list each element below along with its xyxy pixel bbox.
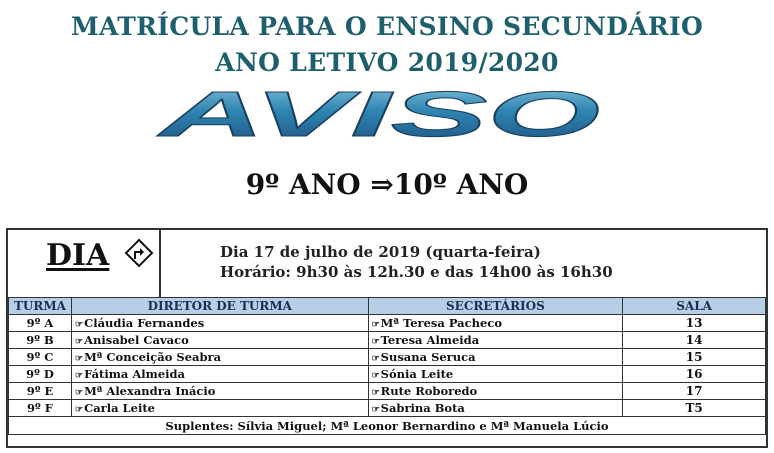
turma-cell: 9º F	[9, 400, 72, 417]
header-turma: TURMA	[9, 298, 72, 315]
secretario-name: Teresa Almeida	[380, 333, 480, 347]
sala-cell: 14	[623, 332, 766, 349]
pointing-hand-icon: ☞	[74, 371, 84, 381]
header-diretor: DIRETOR DE TURMA	[71, 298, 368, 315]
class-table	[8, 297, 766, 435]
secretario-cell	[368, 400, 623, 417]
aviso-text: AVISO	[155, 88, 601, 150]
dia-label: DIA	[46, 238, 110, 273]
secretario-cell	[368, 366, 623, 383]
diretor-cell	[71, 383, 368, 400]
diretor-name: Carla Leite	[84, 401, 155, 415]
turma-cell: 9º B	[9, 332, 72, 349]
hours-line: Horário: 9h30 às 12h.30 e das 14h00 às 16h30	[220, 263, 613, 281]
pointing-hand-icon: ☞	[371, 405, 380, 415]
turn-right-sign-icon	[124, 238, 154, 272]
dia-cell	[8, 230, 161, 297]
table-row	[9, 315, 766, 332]
pointing-hand-icon: ☞	[74, 388, 84, 398]
secretario-name: Sónia Leite	[380, 367, 454, 381]
diretor-name: Anisabel Cavaco	[84, 333, 189, 347]
secretario-name: Susana Seruca	[380, 350, 476, 364]
secretario-name: Mª Teresa Pacheco	[380, 316, 502, 330]
pointing-hand-icon: ☞	[371, 354, 380, 364]
secretario-cell	[368, 383, 623, 400]
pointing-hand-icon: ☞	[371, 337, 380, 347]
table-row	[9, 366, 766, 383]
diretor-cell	[71, 332, 368, 349]
diretor-cell	[71, 366, 368, 383]
table-row	[9, 400, 766, 417]
pointing-hand-icon: ☞	[371, 388, 380, 398]
grade-transition: 9º ANO ⇒10º ANO	[245, 168, 529, 201]
pointing-hand-icon: ☞	[371, 371, 380, 381]
diretor-cell	[71, 315, 368, 332]
header-sala: SALA	[623, 298, 766, 315]
turma-cell: 9º C	[9, 349, 72, 366]
date-info	[220, 242, 613, 282]
turma-cell: 9º E	[9, 383, 72, 400]
secretario-cell	[368, 332, 623, 349]
suplentes-cell: Suplentes: Sílvia Miguel; Mª Leonor Bernardino e Mª Manuela Lúcio	[9, 417, 766, 435]
schedule-box	[6, 228, 768, 448]
diretor-name: Mª Alexandra Inácio	[84, 384, 216, 398]
header-secretarios: SECRETÁRIOS	[368, 298, 623, 315]
table-header-row	[9, 298, 766, 315]
sala-cell: T5	[623, 400, 766, 417]
secretario-name: Sabrina Bota	[380, 401, 465, 415]
pointing-hand-icon: ☞	[74, 320, 84, 330]
title-line-1: MATRÍCULA PARA O ENSINO SECUNDÁRIO	[70, 12, 704, 41]
pointing-hand-icon: ☞	[74, 337, 84, 347]
secretario-cell	[368, 315, 623, 332]
title-line-2: ANO LETIVO 2019/2020	[215, 48, 559, 77]
sala-cell: 16	[623, 366, 766, 383]
suplentes-row	[9, 417, 766, 435]
sala-cell: 15	[623, 349, 766, 366]
table-row	[9, 349, 766, 366]
table-row	[9, 383, 766, 400]
sala-cell: 13	[623, 315, 766, 332]
table-row	[9, 332, 766, 349]
pointing-hand-icon: ☞	[74, 354, 84, 364]
diretor-name: Mª Conceição Seabra	[84, 350, 222, 364]
turma-cell: 9º A	[9, 315, 72, 332]
diretor-cell	[71, 400, 368, 417]
diretor-cell	[71, 349, 368, 366]
sala-cell: 17	[623, 383, 766, 400]
pointing-hand-icon: ☞	[371, 320, 380, 330]
aviso-wordart	[150, 88, 610, 150]
date-line: Dia 17 de julho de 2019 (quarta-feira)	[220, 243, 541, 261]
diretor-name: Fátima Almeida	[84, 367, 185, 381]
pointing-hand-icon: ☞	[74, 405, 84, 415]
diretor-name: Cláudia Fernandes	[84, 316, 205, 330]
turma-cell: 9º D	[9, 366, 72, 383]
secretario-cell	[368, 349, 623, 366]
secretario-name: Rute Roboredo	[380, 384, 478, 398]
